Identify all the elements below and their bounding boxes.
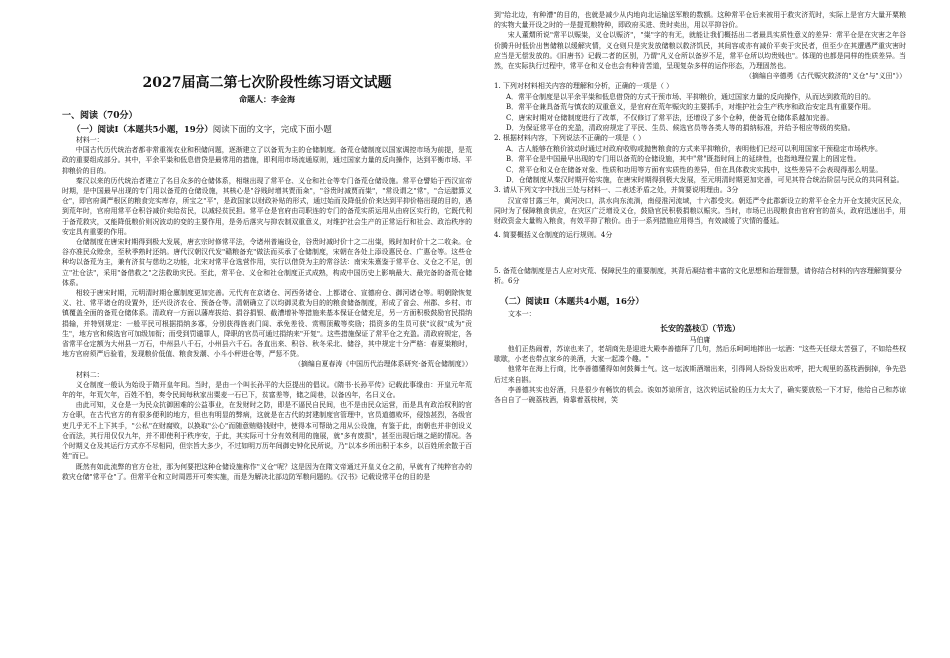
question-3: 3. 请从下列文字中找出三处与材料一、二表述矛盾之处，并简要说明理由。3分 bbox=[494, 186, 739, 195]
material-label: 材料一： bbox=[76, 136, 104, 144]
subsection-heading bbox=[72, 123, 472, 135]
option-d: D．仓储制度从秦汉时期开始实施，在唐宋时期得到极大发展，至元明清时期更加完善，可见其符合统治阶层与民众的共同利益。 bbox=[506, 176, 904, 185]
option-a: A．古人能够在粮价波动时通过对政府收购或抛售粮食的方式来平抑粮价，表明他们已经可以利用国家干预稳定市场秩序。 bbox=[506, 144, 883, 153]
material1-paragraph: 相较于唐宋时期，元明清时期仓廪制度更加完善。元代有在京诸仓、河西务诸仓、上都诸仓、宣德府仓、御河诸仓等。明朝除恢复义、社、常平诸仓的设置外，还兴设济农仓、预备仓等。清朝确立了以均御灵救为目的的粮食储备制度，形成了省会、州郡、乡村、市镇覆盖全面的备荒仓储体系。清政府一方面以藩库拔给、捐谷捐银、截漕增补等措施来基本保证仓储充足，另一方面积极鼓励官民捐纳捐输，并特别规定：一般平民可根据捐纳多寡，分别获得旌表门闾、承免差役、赏赐顶戴等奖励；捐资多的生员可获"议叙"成为"贡生"，地方官和候选官可加级加衔；而受到罚谴罪人，降职的官员可通过捐纳来"开复"。这些措施保证了常平仓之充盈。清政府规定，各省常平仓定额为大州县一万石，中州县八千石，小州县六千石。各直出来、积谷、秋冬采北、储谷，其中规定十分严格：春夏粜粮时，地方官府须严后验看，发现粮价低值、粮食发潮、小斗小秤进仓等，严惩不贷。 bbox=[62, 289, 472, 359]
material1-paragraph: 中国古代历代统治者都非常重视农业和积储问题，逐渐建立了以备荒为主的仓储制度。备荒仓储制度以国家调控市场为前提，是荒政的重要组成部分。其中，平余平粜和低息借贷是最常用的措施，即利用市场流通原则，通过国家力量的反向操作，达到平衡市场、平抑粮价的目的。 bbox=[62, 146, 472, 175]
material2-paragraph: 宋人董煟所说"常平以赈粜，义仓以赈济"，"粜"字的有无，就能让我们概括出二者最具实质性意义的差异：常平仓是在灾害之年谷价腾升时低价出售储粮以缓解灾情，义仓则只是灾发放储粮以救济饥民，其间容或亦有减价平卖于灾民者，但至少在其遭遇严重灾害时应当是无偿发放的。《旧唐书》记载二者的区别，乃谓"凡义仓所以备岁不足，常平仓所以均贵贱也"。体现的也都是同样的性质差异。当然，在实际执行过程中，常平仓和义仓也会有种肯苦道，呈现复杂多样的运作形态，乃理固然也。 bbox=[494, 31, 906, 71]
option-c: C．唐宋时期对仓储制度进行了改革，不仅修订了常平法，还增设了多个仓种，使备荒仓储体系越加完善。 bbox=[506, 113, 834, 122]
option-d: D．为保证常平仓的充盈，清政府规定了平民、生员、候选官员等各类人等的捐纳标准，并给予相应等级的奖励。 bbox=[506, 124, 855, 133]
exam-author: 命题人：李金海 bbox=[239, 94, 295, 104]
exam-title: 2027届高二第七次阶段性练习语文试题 bbox=[142, 75, 392, 91]
subsection-instruction: 阅读下面的文字，完成下面小题 bbox=[212, 125, 332, 135]
answer-space bbox=[494, 240, 906, 266]
question-5: 5. 备荒仓储制度是古人应对灾荒、保障民生的重要制度，其背后凝结着丰富的文化思想和治理智慧，请你结合材料的内容理解简要分析。6分 bbox=[494, 266, 902, 286]
passage-paragraph: 他们正热闹着，苏谅也来了，老胡商先是迎进大殿李善德拜了几句，然后乐呵呵地摔出一坛酒："这些天任绿太苦强了，不如给些权歇歇，小老也带点家乡的美酒，大家一起凑个趣。" bbox=[494, 344, 906, 364]
option-a: A．常平仓制度是以平余平粜和低息借贷的方式干预市场、平抑粮价，通过国家力量的反向操作，从而达到救荒的目的。 bbox=[506, 92, 876, 101]
material2-paragraph: 义仓制度一般认为始设于隋开皇年间。当时，是由一个叫长孙平的大臣提出的倡议。《隋书·长孙平传》记载此事缘由：开皇元年荒年的年，年荒欠年，百姓不怕，奏令民间每秋家出粟麦一石已下，贫富差等，储之闾巷，以备凶年，名曰义仓。 bbox=[62, 380, 472, 400]
left-column bbox=[62, 0, 472, 482]
passage-paragraph: 李善德其实也好酒，只是很少有畅饮的机会。诶如苏谅所言，这次转运试验的压力太大了，确实要放松一下才好，他给自己和苏谅各自自了一碗荔枝酒，倚靠着荔枝树，笑 bbox=[494, 385, 906, 404]
question-2: 2. 根据材料内容，下列说法不正确的一项是（ ） bbox=[494, 134, 646, 143]
material-label: 材料二： bbox=[76, 370, 104, 379]
subsection-label: （一）阅读Ⅰ（本题共5小题，19分） bbox=[72, 125, 213, 135]
question-3-passage: 汉宣帝甘露三年，黄河决口，洪水向东流淌，南侵淮河流域，十六郡受灾。朝廷严令此郡新设立的常平仓全力开仓支援灾区民众，同时为了保障粮食供应，在灾区广泛增设义仓，鼓励官民积极捐粮以赈灾。当时，市场已出现粮食由官府官的苗头，政府迅速出手，用财政资金大量购入粮食，有效平抑了粮价。由于一系列措施应用得当，有效减缓了灾情的蔓延。 bbox=[494, 196, 906, 226]
passage-title: 长安的荔枝①（节选） bbox=[660, 322, 740, 333]
option-c: C．常平仓和义仓在储备对象、性质和功用等方面有实质性的差异，但在具体救灾实践中，这些差异不会表现得那么明显。 bbox=[506, 165, 883, 174]
question-1: 1. 下列对材料相关内容的理解和分析，正确的一项是（ ） bbox=[494, 82, 674, 91]
material1-source: （摘编自夏春涛《中国历代治理体系研究·备荒仓储制度》） bbox=[294, 360, 472, 369]
passage-author: 马伯庸 bbox=[689, 335, 711, 344]
option-b: B．常平仓是中国最早出现的专门用以备荒的仓储设施，其中"常"既指时间上的延续性，也指地理位置上的固定性。 bbox=[506, 155, 861, 164]
subsection-2-heading: （二）阅读Ⅱ（本题共4小题，16分） bbox=[500, 296, 644, 307]
text-label: 文本一： bbox=[508, 309, 536, 318]
material1-paragraph: 秦汉以来的历代统治者建立了名目众多的仓储体系，相继出现了常平仓、义仓和社仓等专门备荒仓储设施。常平仓譬始于西汉宣帝时期，是中国最早出现的专门用以备荒的仓储设施，其核心是"谷贱时增其贾而籴"，"谷贵时减贾而粜"，"常设谓之"常"，"合运腊算义仓"，即官府调严根区的粮食完实库存，所宝之"平"，是政国家以财政补贴的形式，通过始而及降低价价来达到平抑价格出现的目的，遇到荒年时，官府用常平仓积谷减价卖给贫民，以减轻贫民担。常平仓是官府由司职连的专门的备荒实质运用从由府区实行的，它既代利于备荒救灾，又能降低粮价则况波动的变的主要作用，是务后落灾与抑农制双重意义，对维护社会生产的正常运行和社会、政治秩序的安定具有重要的作用。 bbox=[62, 176, 472, 236]
material2-paragraph: 由此可知，义仓是一为民众抗御困难的公益事业，在发财时之防，即是不逼民自民间，也不是由民众运营，而是具有政治权利的官方仓职，在古代官方的有很多便利的地方，但也有明显的弊病，这就是在古代的封建制度官管理中，官员道德败坏，侵蚀甚烈，各级官吏几乎无不上下其手，"公私"在财腐败，以换取"公心"而随意贿赂钱财中，使得本可帮助之用从公设施，有鉴于此，南朝也并非创设义仓而法，其行用仅仅九年，并不即使利于秩序安，于此，其实际可十分有效利用的施展，就"多有废损"，甚至出现后继之絕的情况。各个时期义仓及其运行方式亦不尽相同，但宗旨大多少，不过如明万历年间御史钟化民所说，乃"以本乡所出积于本乡，以百姓所余散于百姓"而已。 bbox=[62, 401, 472, 461]
material2-continued: 到"给北边，有种漕"的目的，也就是减少从内地向北运输送军粮的数额。这种常平仓后来被用于救灾济荒时，实际上是官方大量开粟粮的实物大量开设之时的一是提荒粮特种，即政府买进、贵时卖出，用以平抑谷价。 bbox=[494, 11, 906, 30]
material2-paragraph: 既然有如此流弊的官方仓社，那为何要把这种仓储设施称作"义仓"呢？这是因为在隋文帝通过开皇义仓之前，早就有了纯粹官办的救灾仓储"常平仓"了。但常平仓和立时周恩开可奏实施，而是为解决北部边防军粮问题的。《汉书》记载设常平仓的目的是 bbox=[62, 462, 472, 481]
section-heading: 一、阅读（70分） bbox=[62, 111, 138, 121]
material2-source: （摘编自辛德勇《古代赈灾救济的"义仓"与"义田"》） bbox=[745, 72, 906, 81]
option-b: B．常平仓兼具备荒与慎农的双重意义，是官府在荒年赈灾的主要抓手，对维护社会生产秩序和政治安定具有重要作用。 bbox=[506, 103, 876, 112]
question-4: 4. 简要概括义仓制度的运行规则。4分 bbox=[494, 230, 613, 239]
material1-paragraph: 仓储制度在唐宋时期得到极大发展，唐玄宗时修常平法，令诸州普遍设仓，谷贵时减时价十之二出粜，贱时加时价十之二收籴。仓谷亦准民众赊余，至秋季熟时还纳。唐代汉朝汉代发"赣粮备充"做法而买承了仓储制度，宋朝在各处上添设惠民仓、广惠仓等。这些仓种均以备荒为主，兼有济贫与慈幼之功能，北宋对常平仓选营作用，实行以借贷为主的常谷法：南宋朱熹鉴于常平仓、义仓之不足，创立"社仓法"，采用"备借救之"之法救助灾民。至此，常平仓、义仓和社仓制度正式成熟，构成中国历史上影响最大、最完备的备荒仓储体系。 bbox=[62, 238, 472, 287]
passage-paragraph: 他常年在海上行商，比李善德懂得如何鼓舞士气。这一坛波斯酒端出来，引得网人纷纷发出欢呼，把大观里的荔枝酒倒掉，争先恐后过来自斟。 bbox=[494, 365, 906, 384]
right-column bbox=[494, 10, 906, 405]
